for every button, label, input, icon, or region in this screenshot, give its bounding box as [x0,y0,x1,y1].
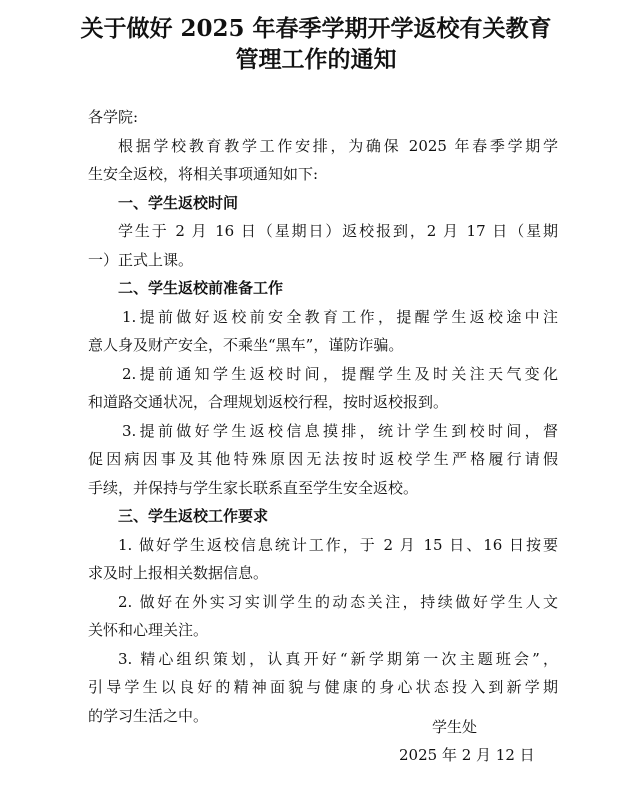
section-2-item-3-line-2: 促因病因事及其他特殊原因无法按时返校学生严格履行请假 [88,450,558,468]
section-3-item-1-line-2: 求及时上报相关数据信息。 [88,564,269,582]
notice-body [88,103,558,730]
notice-title-line-1: 关于做好 2025 年春季学期开学返校有关教育 [80,15,552,42]
section-3-item-2-line-2: 关怀和心理关注。 [88,621,209,639]
section-2-heading: 二、学生返校前准备工作 [118,279,284,297]
section-1-line-1: 学生于 2 月 16 日（星期日）返校报到，2 月 17 日（星期 [118,222,558,240]
section-3-item-3-line-2: 引导学生以良好的精神面貌与健康的身心状态投入到新学期 [88,678,558,696]
signature-department: 学生处 [432,718,478,736]
intro-line-2: 生安全返校，将相关事项通知如下: [88,165,319,183]
section-2-item-3-line-3: 手续，并保持与学生家长联系直至学生安全返校。 [88,478,419,497]
signature-date: 2025 年 2 月 12 日 [399,746,535,764]
section-2-item-2-line-2: 和道路交通状况，合理规划返校行程，按时返校报到。 [88,393,449,411]
section-2-item-1-line-1: 1.提前做好返校前安全教育工作，提醒学生返校途中注 [122,307,558,326]
notice-title-line-2: 管理工作的通知 [235,46,397,73]
section-2-item-1-line-2: 意人身及财产安全，不乘坐“黑车”，谨防诈骗。 [88,336,404,354]
section-1-line-2: 一）正式上课。 [88,250,194,269]
intro-line-1: 根据学校教育教学工作安排，为确保 2025 年春季学期学 [118,136,558,155]
section-3-heading: 三、学生返校工作要求 [118,507,269,525]
section-3-item-2-line-1: 2. 做好在外实习实训学生的动态关注，持续做好学生人文 [118,592,558,611]
section-3-item-3-line-3: 的学习生活之中。 [88,706,209,725]
section-2-item-3-line-1: 3.提前做好学生返校信息摸排，统计学生到校时间，督 [122,421,558,440]
section-2-item-2-line-1: 2.提前通知学生返校时间，提醒学生及时关注天气变化 [122,364,558,383]
section-1-heading: 一、学生返校时间 [118,193,239,212]
section-3-item-1-line-1: 1. 做好学生返校信息统计工作，于 2 月 15 日、16 日按要 [118,535,558,554]
section-3-item-3-line-1: 3. 精心组织策划，认真开好“新学期第一次主题班会”， [118,649,558,668]
salutation: 各学院: [88,108,139,126]
